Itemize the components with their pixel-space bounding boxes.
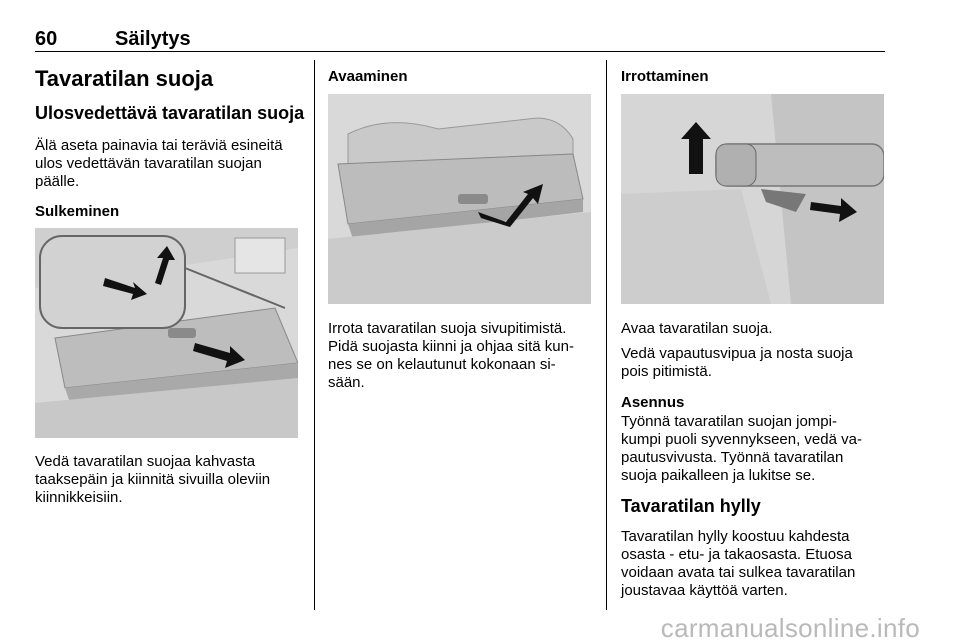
step-heading-removal: Irrottaminen [621, 68, 709, 85]
illustration-opening [328, 94, 591, 304]
step-heading-opening: Avaaminen [328, 68, 408, 85]
watermark: carmanualsonline.info [660, 613, 920, 643]
section-title: Säilytys [115, 28, 191, 50]
removal-caption-2: Vedä vapautusvipua ja nosta suoja pois pitimistä. [621, 345, 853, 380]
page-number: 60 [35, 28, 58, 50]
illustration-removal [621, 94, 884, 304]
shelf-text: Tavaratilan hylly koostuu kahdesta osasta - etu- ja takaosasta. Etuosa voidaan avata tai sulkea tavaratilan joustavaa käyttöä varten. [621, 528, 856, 599]
subsection-title: Ulosvedettävä tavaratilan suoja [35, 103, 305, 123]
shelf-section-title: Tavaratilan hylly [621, 496, 761, 516]
removal-caption-1: Avaa tavaratilan suoja. [621, 320, 773, 337]
illustration-closing [35, 228, 298, 438]
step-heading-closing: Sulkeminen [35, 203, 120, 220]
warning-text: Älä aseta painavia tai teräviä esineitä ulos vedettävän tavaratilan suojan päälle. [35, 137, 283, 190]
column-divider-2 [606, 60, 607, 610]
header-rule [35, 51, 885, 52]
closing-caption: Vedä tavaratilan suojaa kahvasta taaksepäin ja kiinnitä sivuilla oleviin kiinnikkeisiin. [35, 453, 271, 506]
column-divider-1 [314, 60, 315, 610]
install-text: Työnnä tavaratilan suojan jompi- kumpi puoli syvennykseen, vedä va- pautusvivusta. Työnnä tavaratilan suoja paikalleen ja lukitse se. [621, 413, 862, 484]
install-heading: Asennus [621, 394, 685, 411]
opening-caption: Irrota tavaratilan suoja sivupitimistä. Pidä suojasta kiinni ja ohjaa sitä kun- nes se on kelautunut kokonaan si- sään. [328, 320, 574, 391]
chapter-title: Tavaratilan suoja [35, 66, 214, 91]
